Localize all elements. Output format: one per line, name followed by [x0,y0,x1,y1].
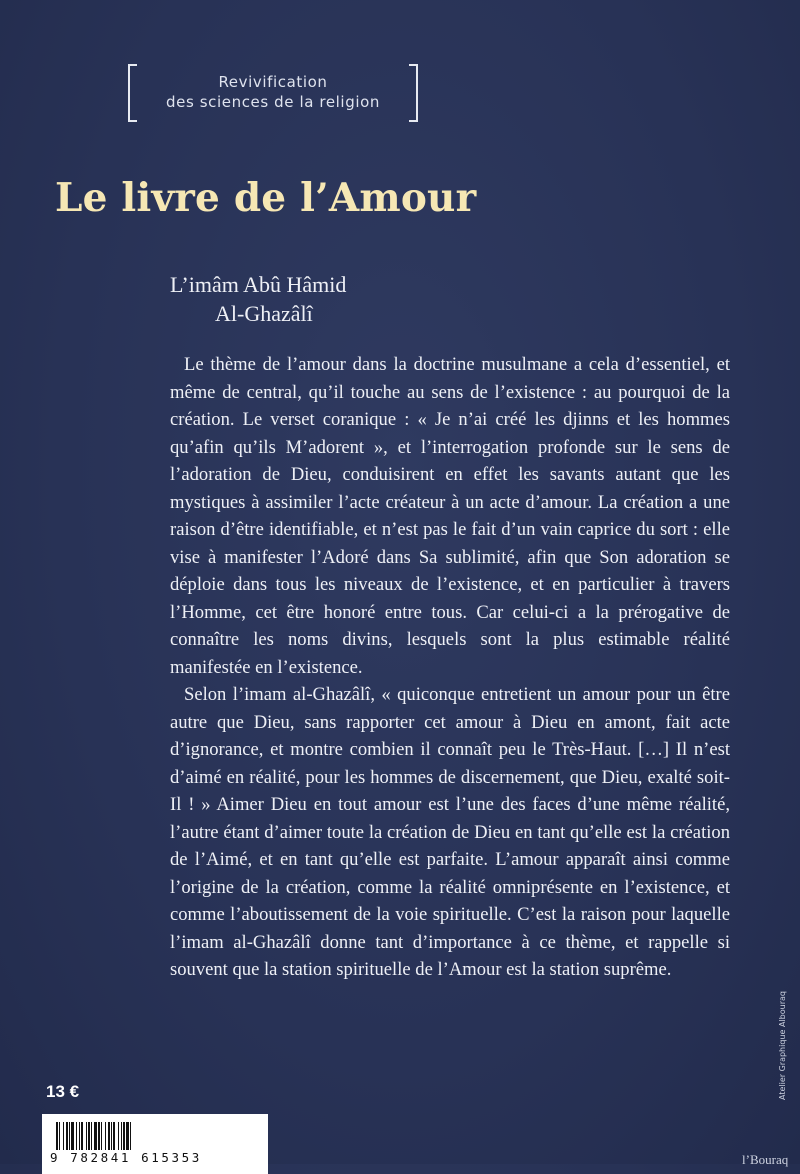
author-line-2: Al-Ghazâlî [215,301,313,326]
publisher-logo: l’Bouraq [742,1152,789,1167]
price: 13 € [46,1082,80,1101]
series-line-2: des sciences de la religion [166,93,380,111]
series-text [140,72,406,112]
series-label [128,64,418,122]
right-bracket [409,64,418,122]
left-bracket [128,64,137,122]
barcode-bars-icon [56,1122,256,1152]
barcode [42,1114,268,1174]
isbn-number: 9 782841 615353 [48,1150,264,1165]
author-line-1: L’imâm Abû Hâmid [170,272,347,297]
blurb-paragraph-2: Selon l’imam al-Ghazâlî, « quiconque entretient un amour pour un être autre que Dieu, sans rapporter cet amour à Dieu en amont, fait acte d’ignorance, et montre combien il connaît peu le Très-Haut. […] Il n’est d’aimé en réalité, pour les hommes de discernement, que Dieu, exalté soit-Il ! » Aimer Dieu en tout amour est l’une des faces d’une même réalité, l’autre étant d’aimer toute la création de Dieu en tant qu’elle est la création de l’Aimé, et en tant qu’elle est parfaite. L’amour apparaît ainsi comme l’origine de la création, comme la réalité omniprésente en l’existence, et comme l’aboutissement de la voie spirituelle. C’est la raison pour laquelle l’imam al-Ghazâlî donne tant d’importance à ce thème, et rappelle si souvent que la station spirituelle de l’Amour est la station suprême. [170,684,730,980]
series-line-1: Revivification [218,73,328,91]
blurb-paragraph-1: Le thème de l’amour dans la doctrine musulmane a cela d’essentiel, et même de central, qu’il touche au sens de l’existence : au pourquoi de la création. Le verset coranique : « Je n’ai créé les djinns et les hommes qu’afin qu’ils M’adorent », et l’interrogation profonde sur le sens de l’adoration de Dieu, conduisirent en effet les savants autant que les mystiques à assimiler l’acte créateur à un acte d’amour. La création a une raison d’être identifiable, et n’est pas le fait d’un vain caprice du sort : elle vise à manifester l’Adoré dans Sa sublimité, afin que Son adoration se déploie dans tous les niveaux de l’existence, et en particulier à travers l’Homme, cet être honoré entre tous. Car celui-ci a la prérogative de connaître les noms divins, lesquels sont la plus estimable réalité manifestée en l’existence. [170,354,730,678]
author [170,270,346,328]
blurb [170,351,730,984]
design-credit: Atelier Graphique Albouraq [778,991,787,1100]
book-title: Le livre de l’Amour [55,175,477,221]
